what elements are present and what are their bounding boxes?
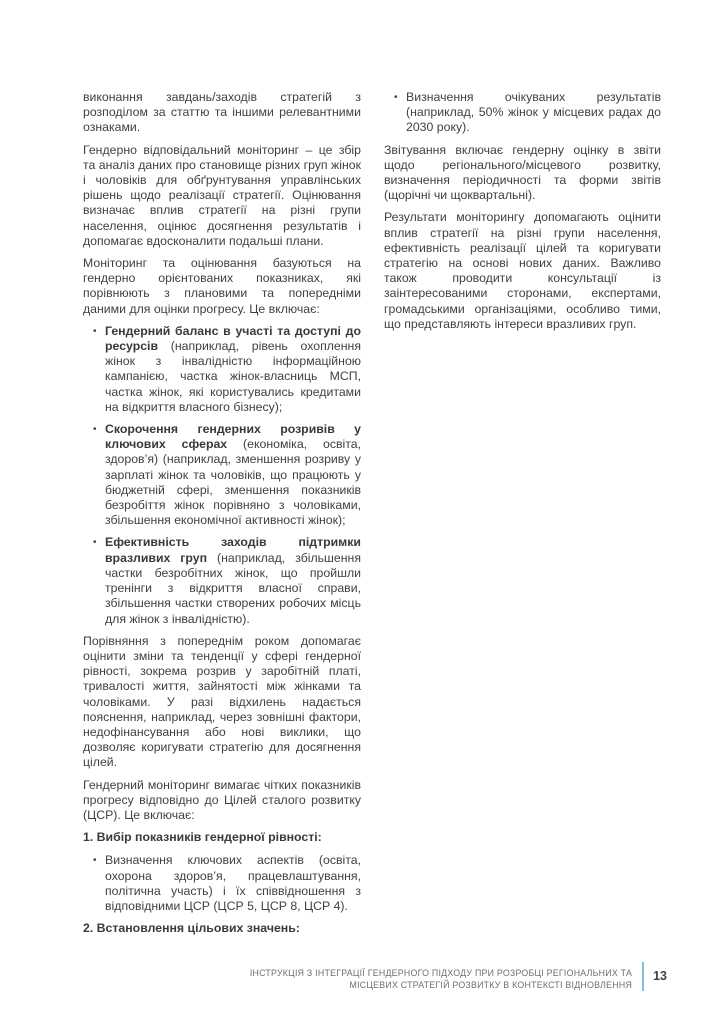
footer-divider <box>642 962 644 991</box>
footer-title-line-2: МІСЦЕВИХ СТРАТЕГІЙ РОЗВИТКУ В КОНТЕКСТІ ВІДНОВЛЕННЯ <box>349 980 633 991</box>
footer-title-line-1: ІНСТРУКЦІЯ З ІНТЕГРАЦІЇ ГЕНДЕРНОГО ПІДХОДУ ПРИ РОЗРОБЦІ РЕГІОНАЛЬНИХ ТА <box>249 968 633 978</box>
bullet-item <box>83 853 361 914</box>
bullet-item <box>83 324 361 415</box>
page-footer <box>250 962 667 992</box>
bullet-item <box>83 422 361 528</box>
paragraph: Результати моніторингу допомагають оцінити вплив стратегії на різні групи населення, ефективність реалізації цілей та коригувати стратегію на основі нових даних. Важливо також проводити консультації із заінтересованими сторонами, експертами, громадськими організаціями, особливо тими, що представляють інтереси вразливих груп. <box>384 210 661 331</box>
footer-document-title <box>250 962 632 992</box>
bullet-icon: • <box>93 537 97 549</box>
bullet-icon: • <box>394 92 398 103</box>
bullet-text: Ефективність заходів підтримки вразливих груп (наприклад, збільшення частки безробітних жінок, що пройшли тренінги з відкриття власної справи, збільшення частки створених робочих місць для жінок з інвалідністю). <box>105 535 361 626</box>
bullet-text: Гендерний баланс в участі та доступі до ресурсів (наприклад, рівень охоплення жінок з інвалідністю інформаційною кампанією, частка жінок-власниць МСП, частка жінок, які користувались кредитами на відкриття власного бізнесу); <box>105 323 361 414</box>
right-column <box>384 90 661 944</box>
bullet-text: Визначення очікуваних результатів (наприклад, 50% жінок у місцевих радах до 2030 року). <box>406 90 661 135</box>
bullet-item <box>384 90 661 136</box>
paragraph: Гендерний моніторинг вимагає чітких показників прогресу відповідно до Цілей сталого розвитку (ЦСР). Це включає: <box>83 777 361 822</box>
paragraph: Порівняння з попереднім роком допомагає оцінити зміни та тенденції у сфері гендерної рівності, зокрема розрив у заробітній платі, тривалості життя, зайнятості між жінками та чоловіками. У разі відхилень надається пояснення, наприклад, через зовнішні фактори, недофінансування або нові виклики, що дозволяє коригувати стратегію для досягнення цілей. <box>83 633 361 770</box>
bullet-icon: • <box>93 424 97 436</box>
left-column <box>83 90 361 944</box>
bullet-text: Визначення ключових аспектів (освіта, охорона здоров’я, працевлаштування, політична участь) і їх співвідношення з відповідними ЦСР (ЦСР 5, ЦСР 8, ЦСР 4). <box>105 853 361 913</box>
numbered-heading: 1. Вибір показників гендерної рівності: <box>83 830 322 845</box>
page-number: 13 <box>653 969 667 983</box>
paragraph: Гендерно відповідальний моніторинг – це збір та аналіз даних про становище різних груп жінок і чоловіків для обґрунтування управлінських рішень щодо реалізації стратегії. Оцінювання визначає вплив стратегії на різні групи населення, оцінює досягнення результатів і допомагає вдосконалити подальші плани. <box>83 142 361 248</box>
paragraph: Звітування включає гендерну оцінку в звіти щодо регіонального/місцевого розвитку, визначення періодичності та форми звітів (щорічні чи щоквартальні). <box>384 142 661 203</box>
bullet-icon: • <box>93 325 97 337</box>
paragraph: Моніторинг та оцінювання базуються на гендерно орієнтованих показниках, які порівнюють з плановими та попередніми даними для оцінки прогресу. Це включає: <box>83 256 361 316</box>
numbered-heading: 2. Встановлення цільових значень: <box>83 921 300 936</box>
page-body <box>83 90 661 944</box>
paragraph: виконання завдань/заходів стратегій з розподілом за статтю та іншими релевантними ознаками. <box>83 90 361 135</box>
bullet-item <box>83 535 361 626</box>
bullet-icon: • <box>93 855 97 867</box>
bullet-text: Скорочення гендерних розривів у ключових сферах (економіка, освіта, здоров’я) (наприклад, зменшення розриву у зарплаті жінок та чоловіків, що працюють у бюджетній сфері, зменшення показників безробіття жінок порівняно з чоловіками, збільшення економічної активності жінок); <box>105 422 361 528</box>
